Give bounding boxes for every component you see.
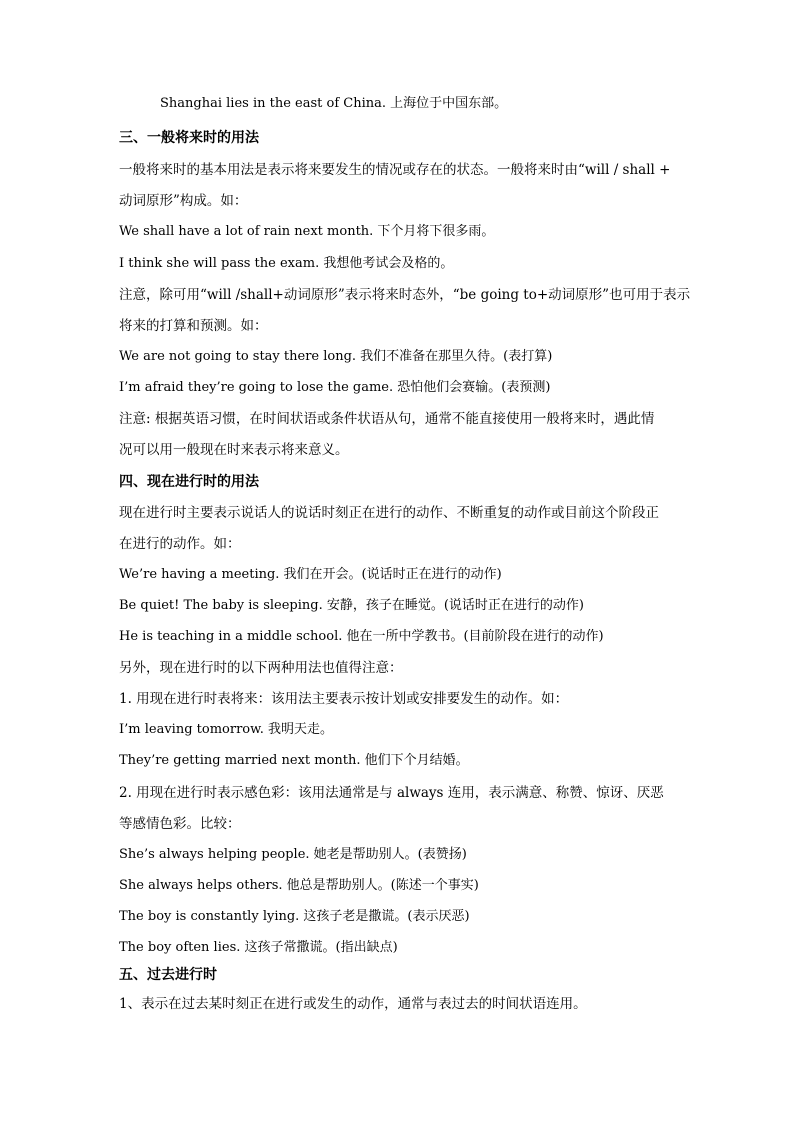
paragraph-line: 一般将来时的基本用法是表示将来要发生的情况或存在的状态。一般将来时由“will / shall + — [119, 162, 671, 178]
example-sentence: I’m leaving tomorrow. 我明天走。 — [119, 722, 333, 737]
note-line: 况可以用一般现在时来表示将来意义。 — [119, 442, 349, 458]
paragraph-line: 注意，除可用“will /shall+动词原形”表示将来时态外，“be going to+动词原形”也可用于表示 — [119, 287, 691, 303]
example-sentence: The boy often lies. 这孩子常撒谎。(指出缺点) — [119, 940, 398, 955]
example-sentence: She always helps others. 他总是帮助别人。(陈述一个事实) — [119, 878, 479, 893]
paragraph-line: 等感情色彩。比较： — [119, 816, 241, 832]
paragraph-line: 另外，现在进行时的以下两种用法也值得注意： — [119, 660, 403, 676]
example-sentence: We are not going to stay there long. 我们不准备在那里久待。(表打算) — [119, 349, 553, 364]
example-sentence: I think she will pass the exam. 我想他考试会及格的。 — [119, 256, 454, 271]
example-sentence: We shall have a lot of rain next month. 下个月将下很多雨。 — [119, 224, 495, 239]
example-sentence: The boy is constantly lying. 这孩子老是撒谎。(表示厌恶) — [119, 909, 470, 924]
example-sentence: Be quiet! The baby is sleeping. 安静，孩子在睡觉。(说话时正在进行的动作) — [119, 598, 585, 613]
list-item: 1. 用现在进行时表将来：该用法主要表示按计划或安排要发生的动作。如： — [119, 691, 569, 707]
example-sentence: He is teaching in a middle school. 他在一所中学教书。(目前阶段在进行的动作) — [119, 629, 604, 644]
example-sentence: We’re having a meeting. 我们在开会。(说话时正在进行的动作) — [119, 567, 502, 582]
paragraph-line: 将来的打算和预测。如： — [119, 318, 268, 334]
paragraph-line: 在进行的动作。如： — [119, 536, 241, 552]
note-line: 注意: 根据英语习惯，在时间状语或条件状语从句，通常不能直接使用一般将来时，遇此情 — [119, 411, 655, 427]
example-sentence: I’m afraid they’re going to lose the game. 恐怕他们会赛输。(表预测) — [119, 380, 551, 395]
section-heading-present-continuous: 四、现在进行时的用法 — [119, 474, 259, 490]
list-item: 2. 用现在进行时表示感色彩：该用法通常是与 always 连用，表示满意、称赞、惊讶、厌恶 — [119, 785, 664, 801]
example-shanghai: Shanghai lies in the east of China. 上海位于中国东部。 — [160, 96, 508, 111]
section-heading-past-continuous: 五、过去进行时 — [119, 967, 217, 983]
paragraph-line: 动词原形”构成。如： — [119, 193, 248, 209]
section-heading-future-tense: 三、一般将来时的用法 — [119, 130, 259, 146]
example-sentence: They’re getting married next month. 他们下个月结婚。 — [119, 753, 469, 768]
list-item: 1、表示在过去某时刻正在进行或发生的动作，通常与表过去的时间状语连用。 — [119, 996, 587, 1012]
paragraph-line: 现在进行时主要表示说话人的说话时刻正在进行的动作、不断重复的动作或目前这个阶段正 — [119, 505, 659, 521]
example-sentence: She’s always helping people. 她老是帮助别人。(表赞扬) — [119, 847, 467, 862]
